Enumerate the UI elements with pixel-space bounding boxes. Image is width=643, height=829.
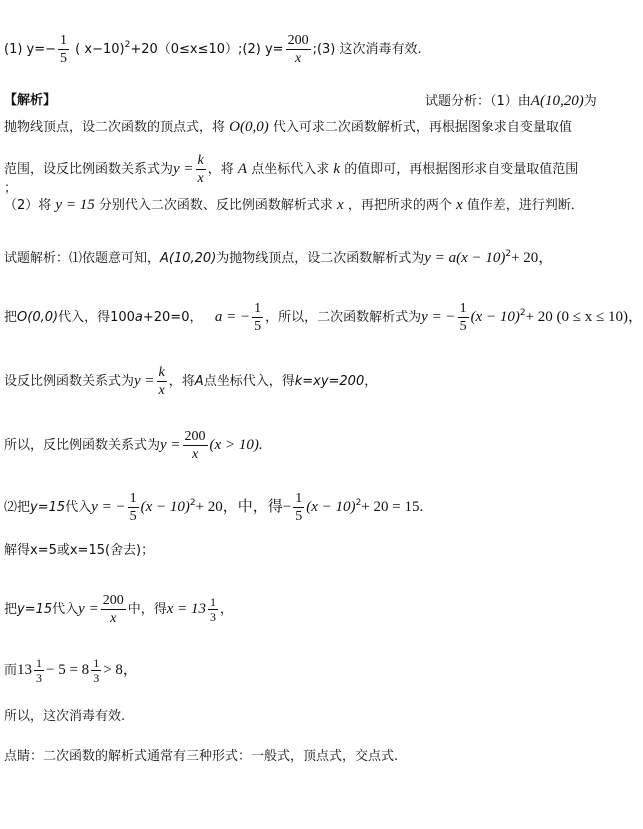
solution-line-4: 所以，反比例函数关系式为y = $\frac{200}{x}$ (x > 10). <box>4 429 263 462</box>
analysis-heading: 【解析】 <box>4 93 57 108</box>
answer-part4: ;(3) 这次消毒有效. <box>312 42 422 57</box>
solution-line-3: 设反比例函数关系式为y = $\frac{k}{x}$ ，将A点坐标代入，得k=xy=200， <box>4 365 378 398</box>
answer-part2: ( x−10) <box>75 42 125 57</box>
analysis-line-5: （2）将 y = 15 分别代入二次函数、反比例函数解析式求 x ，再把所求的两个 x 值作差，进行判断． <box>4 197 584 213</box>
analysis-line-2: 抛物线顶点，设二次函数的顶点式，将 O(0,0) 代入可求二次函数解析式，再根据图象求自变量取值 <box>4 119 572 135</box>
fraction-k-over-x: $\frac{k}{x}$ <box>197 153 204 186</box>
analysis-line-4: ； <box>4 181 18 196</box>
fraction-one-fifth: $\frac{1}{5}$ <box>459 301 467 334</box>
fraction-200-over-x: $\frac{200}{x}$ <box>102 593 124 626</box>
fraction-one-fifth: $\frac{1}{5}$ <box>129 491 137 524</box>
solution-line-2: 把O(0,0)代入，得100a+20=0， a = − $\frac{1}{5}$ ，所以，二次函数解析式为y = − $\frac{1}{5}$ $(x - 10)^2+ 20$ (0 ≤ x ≤ 10)， <box>4 301 643 334</box>
analysis-line-3: 范围，设反比例函数关系式为y = $\frac{k}{x}$ ，将 A 点坐标代入求 k 的值即可，再根据图形求自变量取值范围 <box>4 153 579 186</box>
fraction-200-over-x: $\frac{200}{x}$ <box>287 33 309 66</box>
solution-line-7: 把y=15代入y = $\frac{200}{x}$ 中，得x = 13 $\frac{1}{3}$ ， <box>4 593 234 626</box>
analysis-intro: 试题分析：（1）由A(10,20)为 <box>425 93 597 109</box>
fraction-one-third: $\frac{1}{3}$ <box>93 656 100 685</box>
analysis-heading-row <box>4 92 626 110</box>
fraction-one-fifth: $\frac{1}{5}$ <box>254 301 262 334</box>
fraction-one-third: $\frac{1}{3}$ <box>210 595 216 624</box>
fraction-one-third: $\frac{1}{3}$ <box>36 656 43 685</box>
solution-line-10: 点睛：二次函数的解析式通常有三种形式：一般式，顶点式，交点式. <box>4 749 399 764</box>
solution-line-5: ⑵把y=15代入y = − $\frac{1}{5}$ $(x - 10)^2+ 20$，中，得− $\frac{1}{5}$ $(x - 10)^2+ 20 = 15$. <box>4 491 424 524</box>
solution-line-1: 试题解析：⑴依题意可知，A(10,20)为抛物线顶点，设二次函数解析式为$y = a(x - 10)^2+ 20$， <box>4 249 554 266</box>
solution-line-6: 解得x=5或x=15(舍去)； <box>4 543 155 558</box>
answer-part1: (1) y=− <box>4 42 57 57</box>
fraction-one-fifth: $\frac{1}{5}$ <box>295 491 303 524</box>
solution-line-8: 而13 $\frac{1}{3}$ − 5 = 8 $\frac{1}{3}$ > 8， <box>4 656 138 685</box>
solution-line-9: 所以，这次消毒有效. <box>4 709 126 724</box>
fraction-k-over-x: $\frac{k}{x}$ <box>158 365 165 398</box>
answer-line: (1) y=− $\frac{1}{5}$ ( x−10)$^2$+20（0≤x≤10）;(2) y= $\frac{200}{x}$ ;(3) 这次消毒有效. <box>4 33 422 66</box>
fraction-one-fifth: $\frac{1}{5}$ <box>60 33 68 66</box>
answer-part3: +20（0≤x≤10）;(2) y= <box>130 42 284 57</box>
fraction-200-over-x: $\frac{200}{x}$ <box>184 429 206 462</box>
